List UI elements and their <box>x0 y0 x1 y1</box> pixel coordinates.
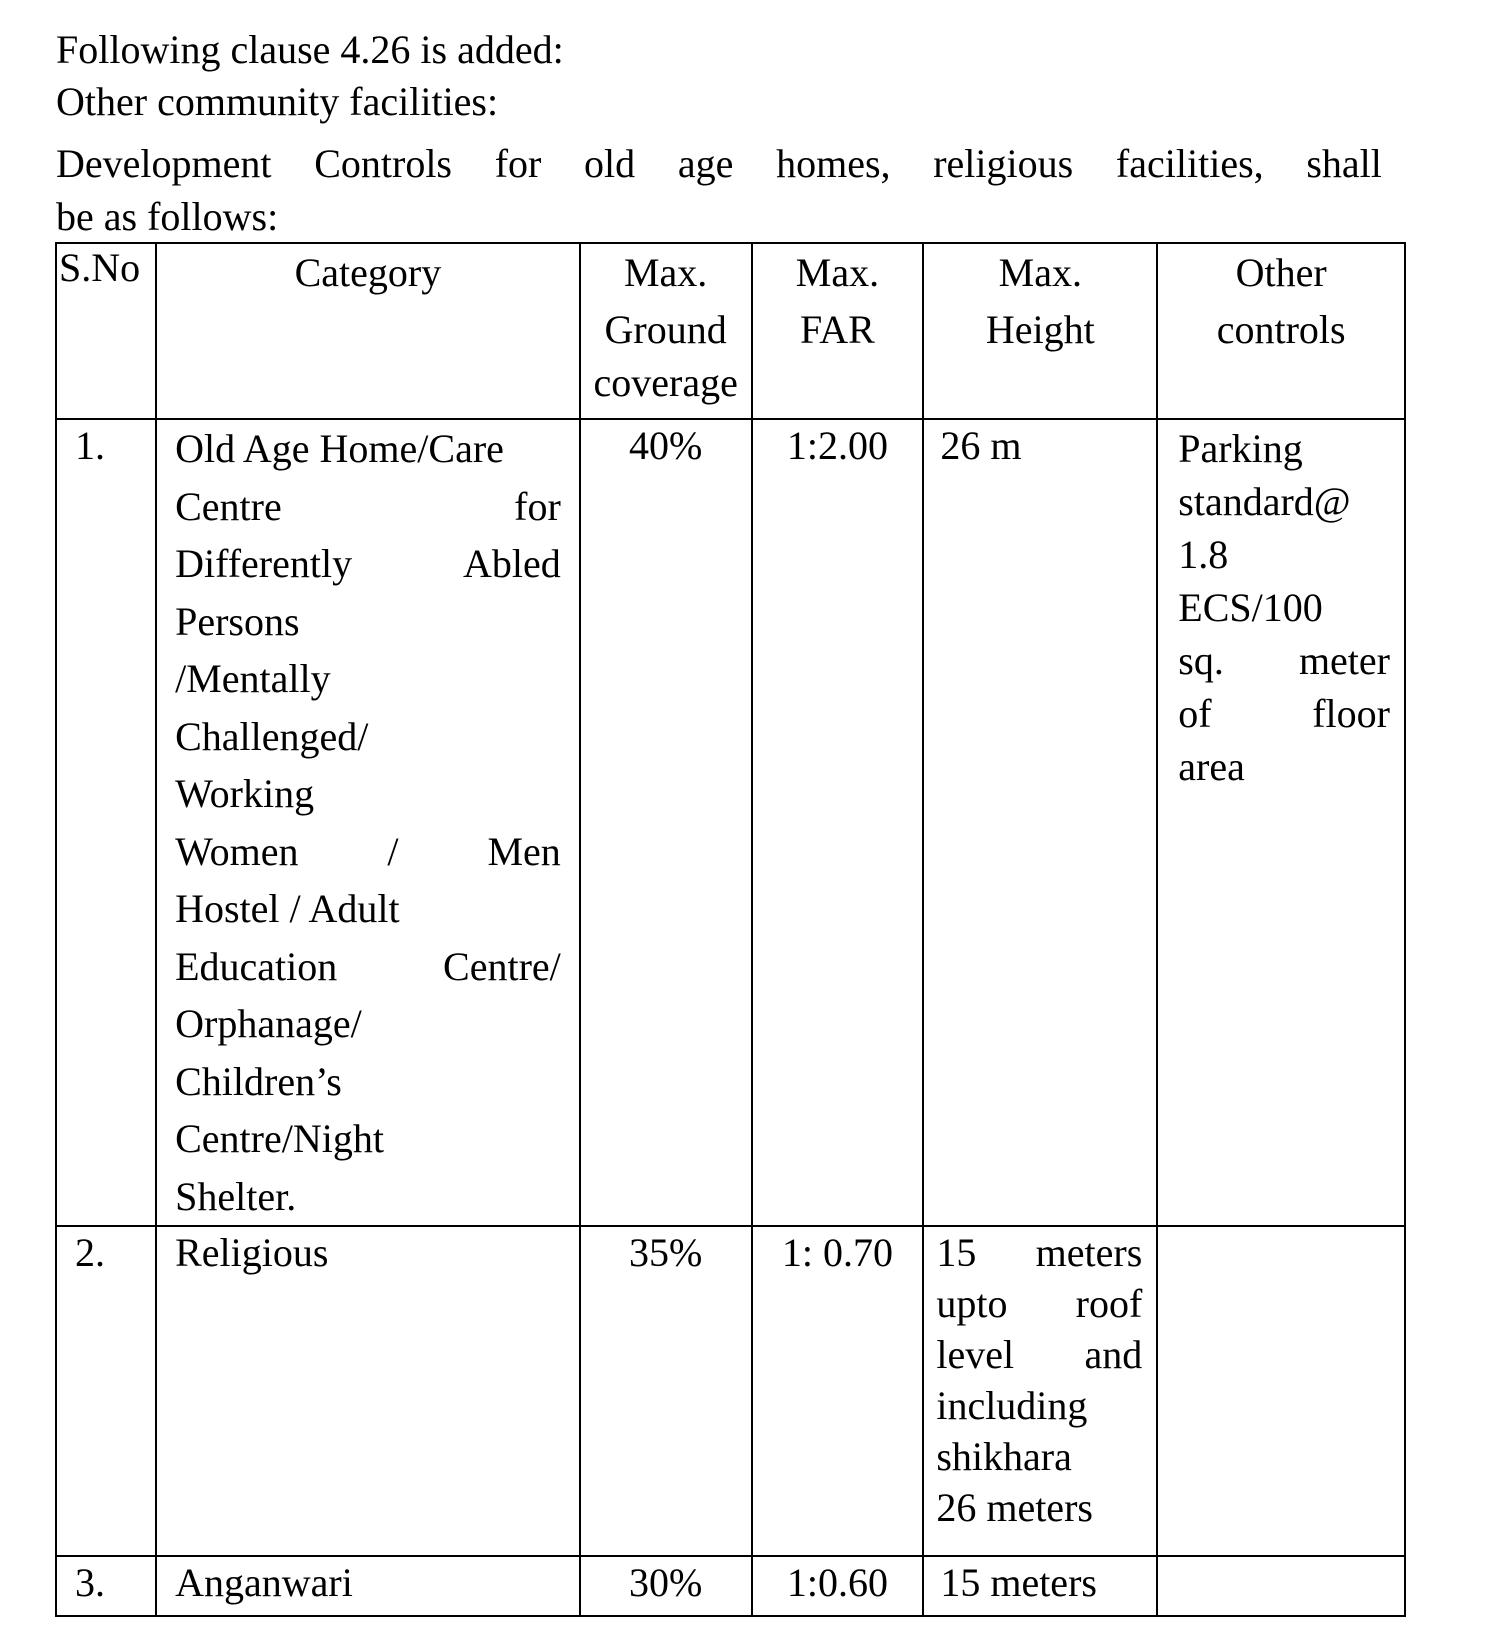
intro-word: religious <box>933 141 1074 186</box>
height-line-word: roof <box>1075 1281 1143 1326</box>
other-controls-line <box>1178 475 1390 528</box>
intro-word: facilities, <box>1115 141 1264 186</box>
category-line-word: Persons <box>175 598 300 644</box>
row-category: Anganwari <box>156 1556 580 1616</box>
category-line-word: Old Age Home/Care <box>175 426 504 471</box>
category-line-word: Centre/ <box>443 943 561 989</box>
height-line <box>936 1227 1142 1278</box>
height-line-word: including <box>936 1383 1088 1428</box>
other-controls-line-word: of <box>1178 691 1212 736</box>
intro-word: age <box>677 141 734 186</box>
intro-word: Development <box>56 141 272 186</box>
intro-sentence-line-2: be as follows: <box>56 194 279 239</box>
header-other-controls <box>1157 243 1405 419</box>
other-controls-line <box>1178 581 1390 634</box>
category-line <box>175 1168 561 1226</box>
intro-word: homes, <box>776 141 891 186</box>
category-line-word: Women <box>175 828 299 874</box>
other-controls-line-word: standard@ <box>1178 479 1351 524</box>
category-line <box>175 420 561 478</box>
other-controls-line-word: sq. <box>1178 638 1224 683</box>
row-category <box>156 419 580 1226</box>
row-far: 1:0.60 <box>752 1556 924 1616</box>
height-line <box>936 1278 1142 1329</box>
row-far: 1: 0.70 <box>752 1226 924 1556</box>
intro-word: shall <box>1306 141 1382 186</box>
other-controls-line-word: floor <box>1312 691 1390 736</box>
height-line-word: 15 <box>936 1230 977 1275</box>
table-header-row <box>56 243 1405 419</box>
category-line-word: Shelter. <box>175 1173 297 1219</box>
row-height <box>923 1226 1157 1556</box>
intro-word: for <box>494 141 542 186</box>
header-ground-coverage <box>580 243 752 419</box>
row-far: 1:2.00 <box>752 419 924 1226</box>
header-ground-coverage-line: coverage <box>593 360 738 405</box>
category-line-word: Men <box>487 828 561 874</box>
row-ground-coverage: 35% <box>580 1226 752 1556</box>
other-controls-line <box>1178 740 1390 793</box>
height-line <box>936 1380 1142 1431</box>
height-line <box>936 1431 1142 1482</box>
category-line-word: Differently <box>175 541 353 586</box>
header-height <box>923 243 1157 419</box>
category-line-word: Education <box>175 943 338 989</box>
header-far-line: Max. <box>795 250 880 295</box>
row-ground-coverage: 40% <box>580 419 752 1226</box>
table-row <box>56 1226 1405 1556</box>
row-sno: 1. <box>56 419 156 1226</box>
category-line <box>175 938 561 996</box>
table-row <box>56 419 1405 1226</box>
row-height: 26 m <box>923 419 1157 1226</box>
row-other-controls <box>1157 1226 1405 1556</box>
category-line <box>175 593 561 651</box>
category-line <box>175 650 561 708</box>
intro-word: old <box>584 141 636 186</box>
height-line-word: 26 meters <box>936 1485 1093 1530</box>
category-line-word: Working <box>175 771 315 816</box>
table-row <box>56 1556 1405 1616</box>
category-line-word: Orphanage/ <box>175 1001 362 1046</box>
header-other-line: controls <box>1216 307 1346 352</box>
row-sno: 2. <box>56 1226 156 1556</box>
other-controls-line-word: Parking <box>1178 426 1303 471</box>
category-line-word: Children’s <box>175 1058 342 1104</box>
other-controls-line <box>1178 634 1390 687</box>
other-controls-line <box>1178 528 1390 581</box>
other-controls-line-word: 1.8 <box>1178 532 1229 577</box>
category-line-word: / <box>387 828 399 874</box>
category-line-word: Abled <box>463 541 561 586</box>
height-line-word: level <box>936 1332 1015 1377</box>
other-controls-line <box>1178 422 1390 475</box>
row-sno: 3. <box>56 1556 156 1616</box>
other-controls-line-word: area <box>1178 744 1245 789</box>
row-other-controls <box>1157 419 1405 1226</box>
other-controls-line-word: ECS/100 <box>1178 585 1323 630</box>
row-ground-coverage: 30% <box>580 1556 752 1616</box>
header-height-line: Max. <box>998 250 1082 295</box>
header-sno: S.No <box>56 243 156 419</box>
category-line <box>175 880 561 938</box>
row-other-controls <box>1157 1556 1405 1616</box>
header-far <box>752 243 924 419</box>
header-ground-coverage-line: Ground <box>604 307 727 352</box>
row-height: 15 meters <box>923 1556 1157 1616</box>
other-controls-line <box>1178 687 1390 740</box>
section-heading: Other community facilities: <box>56 79 499 124</box>
header-far-line: FAR <box>800 307 875 352</box>
category-line-word: Centre/Night <box>175 1116 384 1161</box>
category-line-word: /Mentally <box>175 656 331 701</box>
header-height-line: Height <box>985 307 1095 352</box>
category-line-word: Challenged/ <box>175 713 369 759</box>
height-line <box>936 1329 1142 1380</box>
height-line-word: upto <box>936 1281 1008 1326</box>
category-line-word: Centre <box>175 483 282 529</box>
category-line <box>175 823 561 881</box>
category-line <box>175 535 561 593</box>
development-controls-table <box>55 242 1406 1617</box>
category-line-word: for <box>514 483 561 529</box>
category-line <box>175 478 561 536</box>
height-line <box>936 1482 1142 1533</box>
height-line-word: meters <box>1035 1230 1143 1275</box>
height-line-word: and <box>1084 1332 1143 1377</box>
header-ground-coverage-line: Max. <box>623 250 708 295</box>
category-line <box>175 1110 561 1168</box>
row-category: Religious <box>156 1226 580 1556</box>
clause-heading: Following clause 4.26 is added: <box>56 27 564 72</box>
category-line <box>175 708 561 766</box>
other-controls-line-word: meter <box>1298 638 1390 683</box>
category-line-word: Hostel / Adult <box>175 886 400 931</box>
header-category: Category <box>156 243 580 419</box>
category-line <box>175 1053 561 1111</box>
intro-sentence-line-1 <box>56 141 1382 186</box>
category-line <box>175 765 561 823</box>
intro-word: Controls <box>314 141 452 186</box>
height-line-word: shikhara <box>936 1434 1072 1479</box>
category-line <box>175 995 561 1053</box>
header-other-line: Other <box>1235 250 1327 295</box>
